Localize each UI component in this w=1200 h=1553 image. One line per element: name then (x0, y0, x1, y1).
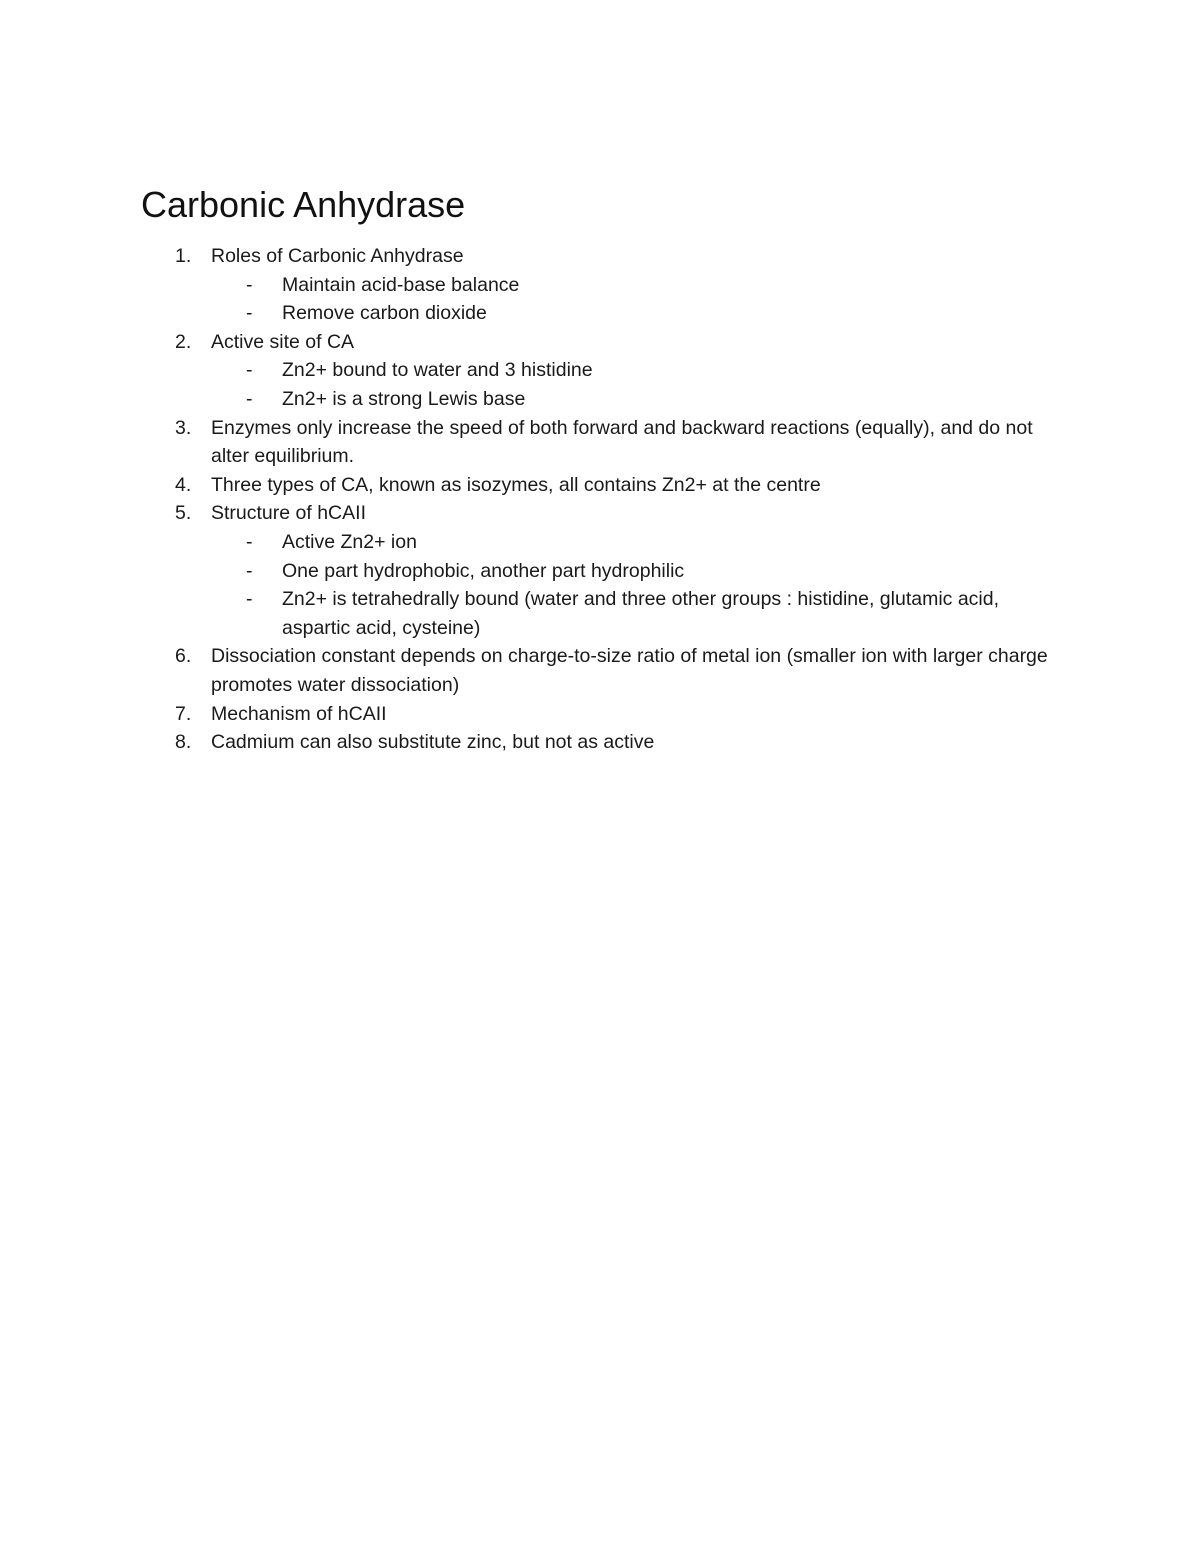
dash-bullet: - (246, 387, 253, 410)
sub-list-item (211, 557, 1071, 586)
list-item (141, 471, 1071, 500)
list-item (141, 242, 1071, 328)
sub-list (211, 356, 1071, 413)
list-item-text: Active site of CA (211, 330, 355, 353)
sub-list-item (211, 271, 1071, 300)
sub-list-item-text: Zn2+ is tetrahedrally bound (water and three other groups : histidine, glutamic acid, aspartic acid, cysteine) (282, 588, 1000, 639)
list-item-text: Three types of CA, known as isozymes, all contains Zn2+ at the centre (211, 473, 821, 496)
list-item-number: 8. (175, 731, 192, 754)
sub-list-item (211, 385, 1071, 414)
sub-list (211, 271, 1071, 328)
list-item (141, 499, 1071, 642)
dash-bullet: - (246, 273, 253, 296)
list-item-number: 7. (175, 702, 192, 725)
dash-bullet: - (246, 530, 253, 553)
sub-list-item (211, 585, 1071, 642)
list-item-text: Dissociation constant depends on charge-to-size ratio of metal ion (smaller ion with larger charge promotes water dissociation) (211, 645, 1048, 696)
sub-list-item-text: Zn2+ is a strong Lewis base (282, 387, 526, 410)
list-item-number: 4. (175, 473, 192, 496)
list-item-text: Structure of hCAII (211, 502, 366, 525)
list-item (141, 700, 1071, 729)
dash-bullet: - (246, 588, 253, 611)
list-item-number: 6. (175, 645, 192, 668)
dash-bullet: - (246, 559, 253, 582)
list-item (141, 414, 1071, 471)
list-item-text: Enzymes only increase the speed of both forward and backward reactions (equally), and do not alter equilibrium. (211, 416, 1033, 468)
sub-list-item-text: Zn2+ bound to water and 3 histidine (282, 359, 593, 382)
numbered-list (141, 242, 1071, 757)
list-item-text: Roles of Carbonic Anhydrase (211, 245, 464, 267)
document-title: Carbonic Anhydrase (141, 184, 466, 225)
list-item-number: 3. (175, 416, 192, 439)
list-item-number: 5. (175, 502, 192, 525)
sub-list-item (211, 356, 1071, 385)
sub-list-item-text: Maintain acid-base balance (282, 273, 520, 296)
sub-list-item-text: Remove carbon dioxide (282, 302, 487, 325)
list-item (141, 642, 1071, 699)
dash-bullet: - (246, 359, 253, 382)
list-item-number: 2. (175, 330, 192, 353)
list-item (141, 328, 1071, 414)
sub-list-item-text: One part hydrophobic, another part hydrophilic (282, 559, 685, 582)
sub-list-item-text: Active Zn2+ ion (282, 530, 417, 553)
list-item-text: Mechanism of hCAII (211, 702, 387, 725)
sub-list-item (211, 528, 1071, 557)
dash-bullet: - (246, 302, 253, 325)
sub-list-item (211, 299, 1071, 328)
sub-list (211, 528, 1071, 642)
list-item-number: 1. (175, 245, 192, 267)
list-item-text: Cadmium can also substitute zinc, but not as active (211, 731, 655, 754)
list-item (141, 728, 1071, 757)
